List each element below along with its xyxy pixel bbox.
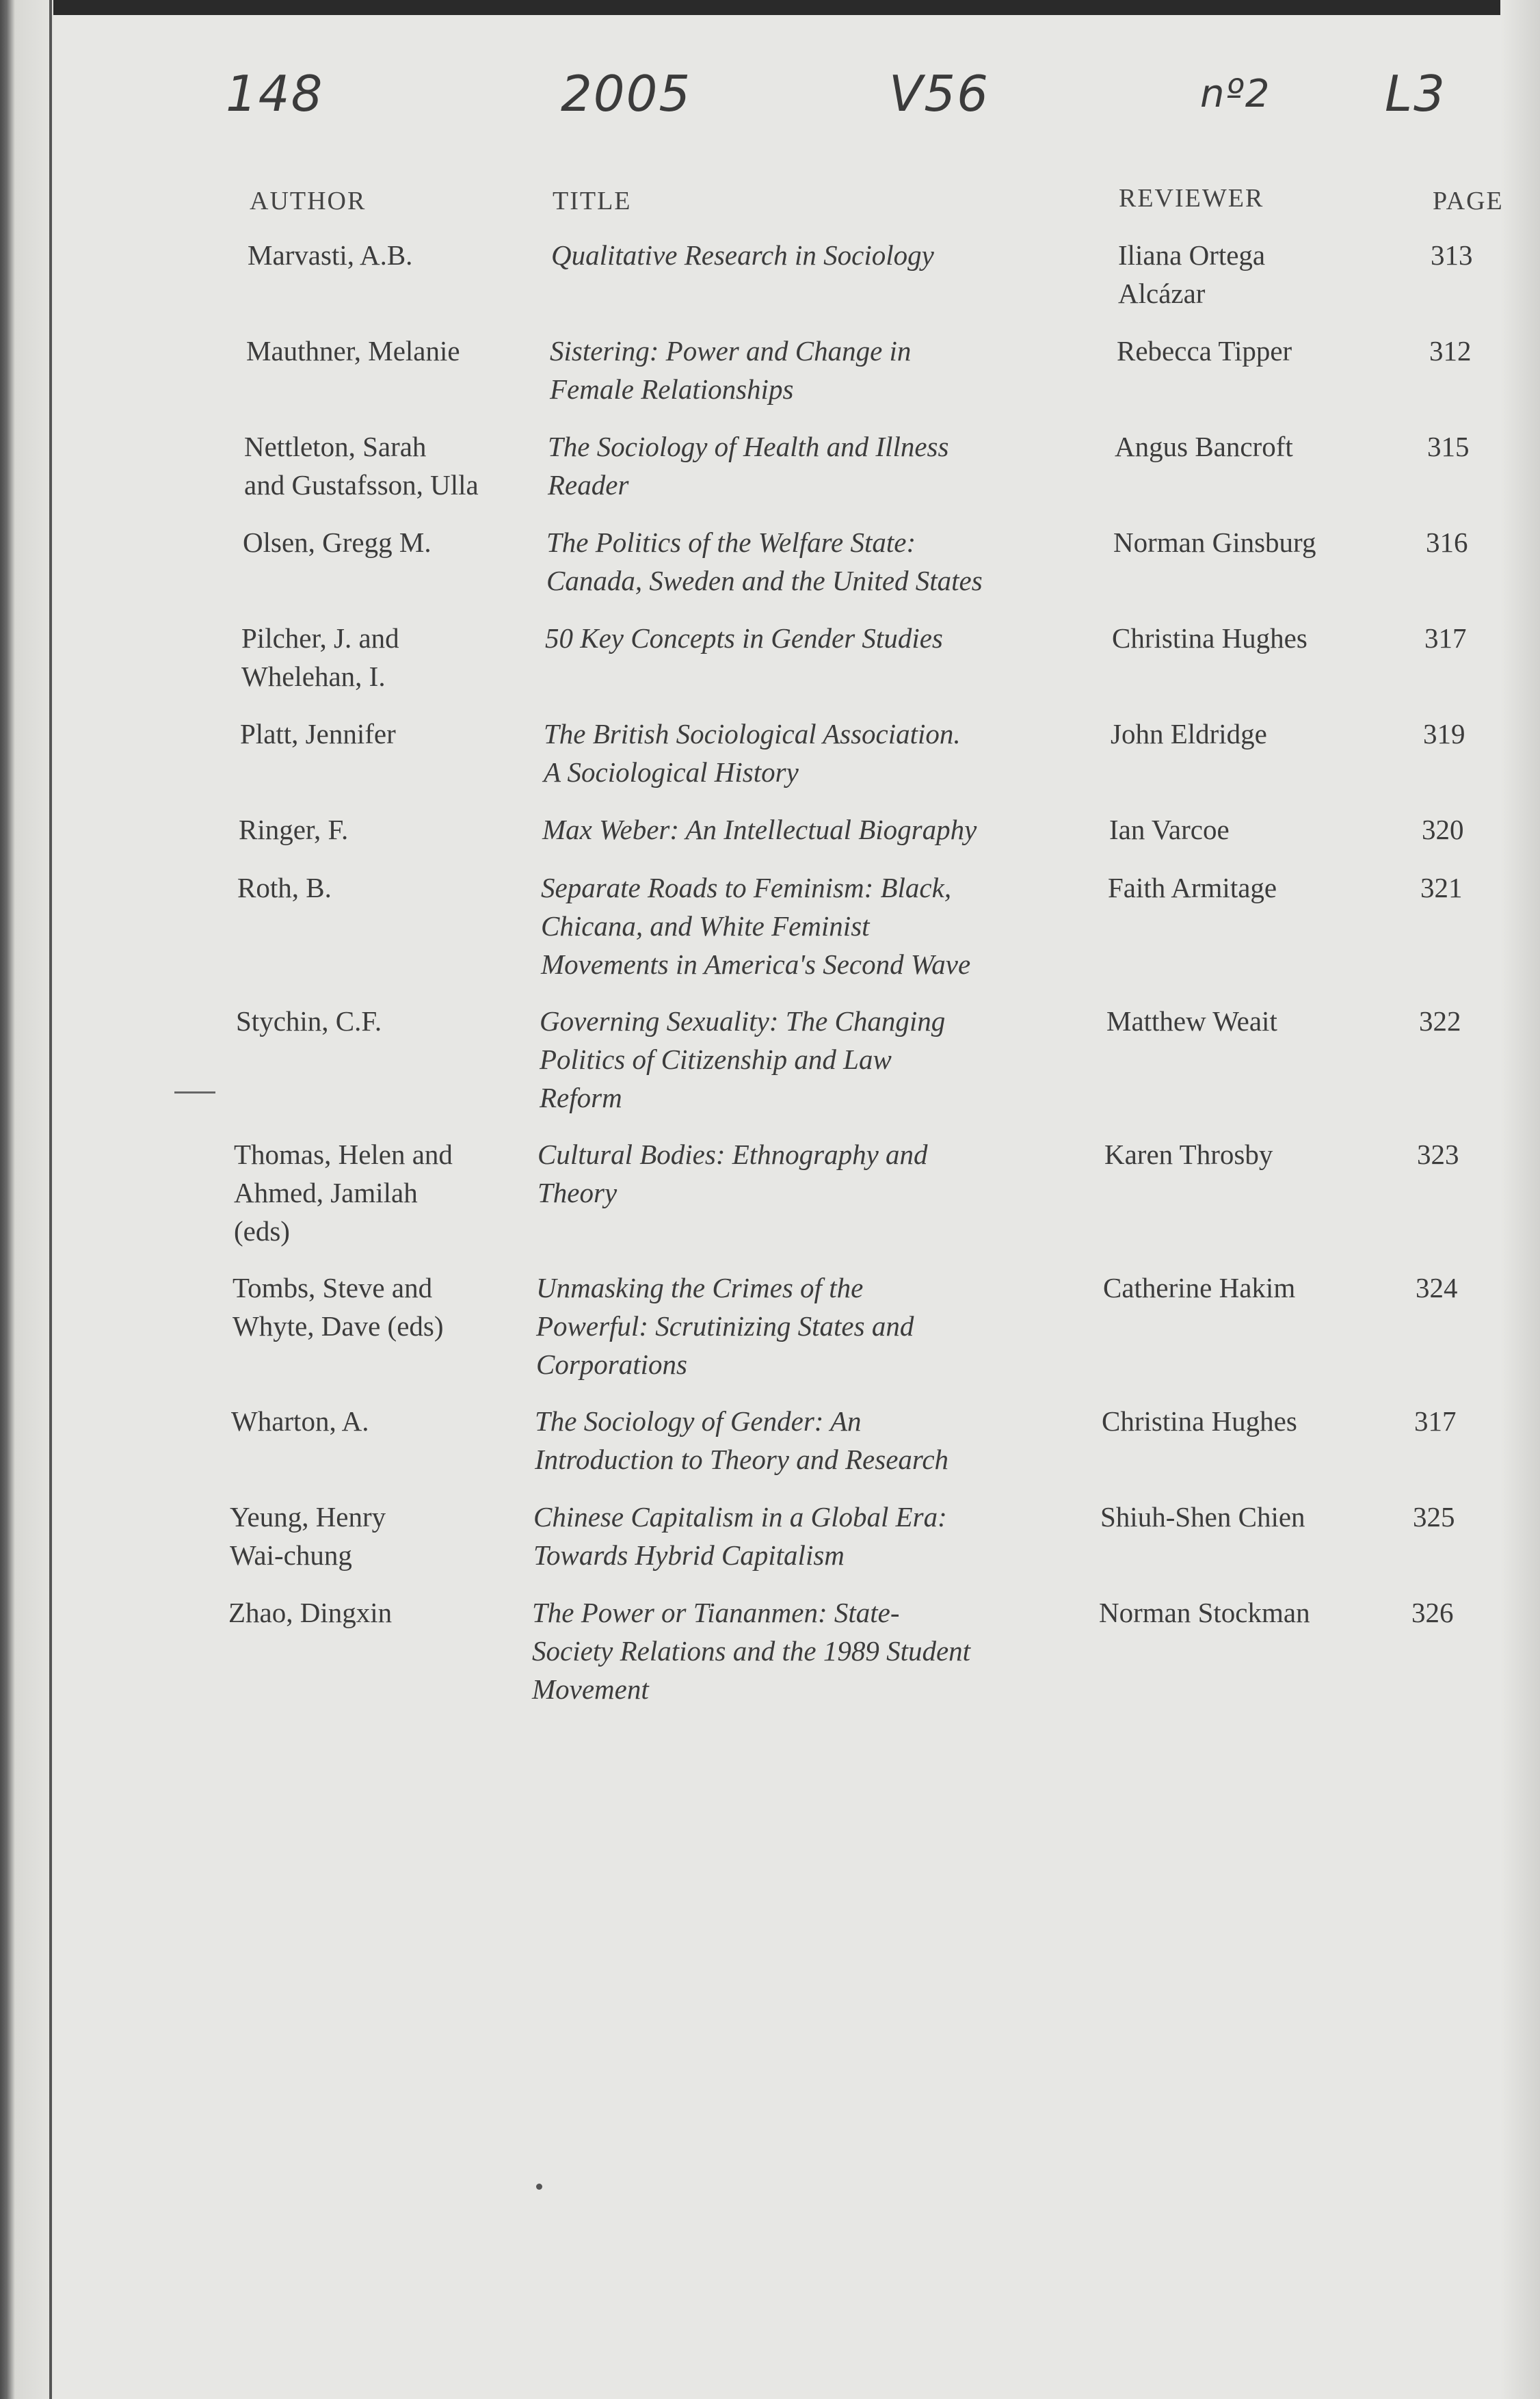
cell-title-line: Politics of Citizenship and Law <box>540 1044 892 1075</box>
cell-author <box>239 810 533 849</box>
cell-reviewer-line: Shiuh-Shen Chien <box>1100 1501 1305 1533</box>
cell-author <box>231 1402 525 1440</box>
binding-line <box>49 0 52 2399</box>
cell-reviewer <box>1113 523 1387 561</box>
cell-title-line: The Sociology of Gender: An <box>535 1405 862 1437</box>
cell-title-line: Powerful: Scrutinizing States and <box>536 1310 914 1342</box>
cell-author <box>243 523 537 561</box>
cell-reviewer <box>1102 1402 1375 1440</box>
cell-title-line: Introduction to Theory and Research <box>535 1444 949 1475</box>
cell-author-line: Yeung, Henry <box>230 1501 386 1533</box>
cell-reviewer-line: Norman Stockman <box>1099 1597 1310 1628</box>
cell-reviewer-line: Angus Bancroft <box>1115 431 1293 462</box>
cell-title <box>535 1402 1075 1479</box>
cell-author-line: Zhao, Dingxin <box>228 1597 393 1628</box>
cell-page: 323 <box>1417 1139 1459 1170</box>
cell-page: 326 <box>1411 1597 1454 1628</box>
cell-title-line: Movement <box>532 1673 649 1705</box>
cell-author <box>237 869 531 907</box>
cell-reviewer <box>1099 1593 1372 1632</box>
header-reviewer: REVIEWER <box>1119 184 1264 213</box>
cell-page: 312 <box>1429 335 1472 367</box>
cell-title-line: Max Weber: An Intellectual Biography <box>542 814 977 845</box>
cell-page: 313 <box>1431 239 1473 271</box>
cell-author-line: Nettleton, Sarah <box>244 431 427 462</box>
cell-title-line: Towards Hybrid Capitalism <box>533 1539 845 1571</box>
book-spine-shadow <box>0 0 53 2399</box>
handwritten-note-5: L3 <box>1385 65 1446 122</box>
cell-reviewer <box>1109 810 1383 849</box>
cell-page: 325 <box>1413 1501 1455 1533</box>
cell-title-line: Separate Roads to Feminism: Black, <box>541 872 952 903</box>
cell-title <box>537 1135 1078 1212</box>
cell-title-line: Reader <box>548 469 629 501</box>
cell-reviewer-line: Alcázar <box>1118 278 1206 309</box>
cell-author-line: Wai-chung <box>230 1539 352 1571</box>
cell-title-line: Unmasking the Crimes of the <box>536 1272 864 1303</box>
cell-author-line: Whyte, Dave (eds) <box>233 1310 444 1342</box>
cell-author-line: (eds) <box>234 1215 290 1247</box>
cell-author-line: Thomas, Helen and <box>234 1139 453 1170</box>
cell-title-line: Society Relations and the 1989 Student <box>532 1635 971 1667</box>
header-author: AUTHOR <box>250 187 367 215</box>
header-title: TITLE <box>553 187 632 215</box>
cell-reviewer-line: Ian Varcoe <box>1109 814 1230 845</box>
cell-title-line: Corporations <box>536 1349 687 1380</box>
cell-reviewer-line: Christina Hughes <box>1102 1405 1297 1437</box>
cell-author <box>236 1002 530 1040</box>
cell-title <box>536 1269 1076 1383</box>
cell-author-line: Tombs, Steve and <box>233 1272 433 1303</box>
cell-title <box>544 715 1084 791</box>
cell-title-line: The British Sociological Association. <box>544 718 961 750</box>
cell-reviewer-line: John Eldridge <box>1111 718 1267 750</box>
cell-reviewer-line: Rebecca Tipper <box>1117 335 1292 367</box>
cell-reviewer-line: Matthew Weait <box>1106 1005 1277 1037</box>
cell-title-line: Movements in America's Second Wave <box>541 949 971 980</box>
cell-author <box>228 1593 522 1632</box>
cell-reviewer <box>1103 1269 1377 1307</box>
cell-title-line: Cultural Bodies: Ethnography and <box>537 1139 928 1170</box>
cell-reviewer <box>1108 869 1381 907</box>
cell-author <box>233 1269 527 1345</box>
cell-title-line: The Politics of the Welfare State: <box>546 527 916 558</box>
cell-author <box>248 236 542 274</box>
handwritten-note-1: 148 <box>226 65 324 122</box>
cell-author-line: Mauthner, Melanie <box>246 335 460 367</box>
cell-title <box>532 1593 1072 1708</box>
cell-reviewer <box>1100 1498 1374 1536</box>
cell-author <box>241 619 535 695</box>
cell-reviewer-line: Christina Hughes <box>1112 622 1307 654</box>
cell-title <box>540 1002 1080 1117</box>
cell-author-line: Stychin, C.F. <box>236 1005 382 1037</box>
cell-title-line: Qualitative Research in Sociology <box>551 239 934 271</box>
cell-author-line: Olsen, Gregg M. <box>243 527 432 558</box>
cell-title <box>550 332 1090 408</box>
cell-title-line: Reform <box>540 1082 622 1113</box>
scan-top-edge <box>0 0 1540 15</box>
stray-dot <box>536 2184 542 2190</box>
cell-title-line: A Sociological History <box>544 756 799 788</box>
cell-reviewer <box>1118 236 1392 313</box>
margin-dash <box>174 1091 215 1094</box>
cell-reviewer <box>1117 332 1390 370</box>
cell-title <box>548 427 1088 504</box>
cell-title-line: Canada, Sweden and the United States <box>546 565 983 596</box>
cell-title-line: Chinese Capitalism in a Global Era: <box>533 1501 947 1533</box>
cell-title <box>546 523 1087 600</box>
cell-author-line: Roth, B. <box>237 872 332 903</box>
cell-reviewer <box>1115 427 1388 466</box>
cell-author <box>230 1498 524 1574</box>
header-page: PAGE <box>1433 187 1504 215</box>
cell-title <box>533 1498 1074 1574</box>
cell-author <box>244 427 538 504</box>
cell-reviewer <box>1111 715 1384 753</box>
cell-author-line: Ringer, F. <box>239 814 349 845</box>
cell-author-line: Pilcher, J. and <box>241 622 399 654</box>
cell-reviewer <box>1112 619 1385 657</box>
cell-page: 316 <box>1426 527 1468 558</box>
cell-author <box>234 1135 528 1250</box>
cell-reviewer-line: Faith Armitage <box>1108 872 1277 903</box>
handwritten-note-2: 2005 <box>561 65 692 122</box>
cell-author-line: and Gustafsson, Ulla <box>244 469 479 501</box>
cell-title <box>542 810 1083 849</box>
cell-author-line: Ahmed, Jamilah <box>234 1177 418 1208</box>
cell-reviewer-line: Catherine Hakim <box>1103 1272 1296 1303</box>
cell-title-line: The Power or Tiananmen: State- <box>532 1597 900 1628</box>
cell-reviewer-line: Iliana Ortega <box>1118 239 1266 271</box>
cell-title-line: Theory <box>537 1177 618 1208</box>
cell-author-line: Platt, Jennifer <box>240 718 396 750</box>
handwritten-note-3: V56 <box>889 65 990 122</box>
cell-title-line: The Sociology of Health and Illness <box>548 431 949 462</box>
cell-page: 324 <box>1416 1272 1458 1303</box>
cell-reviewer <box>1104 1135 1378 1174</box>
cell-page: 319 <box>1423 718 1465 750</box>
cell-title-line: Chicana, and White Feminist <box>541 910 870 942</box>
cell-page: 322 <box>1419 1005 1461 1037</box>
cell-page: 321 <box>1420 872 1463 903</box>
handwritten-note-4: nº2 <box>1200 72 1271 116</box>
cell-reviewer-line: Norman Ginsburg <box>1113 527 1316 558</box>
cell-title <box>545 619 1085 657</box>
cell-reviewer-line: Karen Throsby <box>1104 1139 1273 1170</box>
cell-page: 317 <box>1424 622 1467 654</box>
cell-title-line: 50 Key Concepts in Gender Studies <box>545 622 943 654</box>
cell-title-line: Female Relationships <box>550 373 794 405</box>
cell-reviewer <box>1106 1002 1380 1040</box>
cell-title-line: Sistering: Power and Change in <box>550 335 912 367</box>
cell-author-line: Whelehan, I. <box>241 661 386 692</box>
cell-author-line: Marvasti, A.B. <box>248 239 413 271</box>
cell-title <box>541 869 1081 983</box>
cell-page: 315 <box>1427 431 1470 462</box>
cell-title <box>551 236 1091 274</box>
cell-title-line: Governing Sexuality: The Changing <box>540 1005 946 1037</box>
cell-author-line: Wharton, A. <box>231 1405 369 1437</box>
cell-author <box>246 332 540 370</box>
cell-page: 320 <box>1422 814 1464 845</box>
cell-author <box>240 715 534 753</box>
cell-page: 317 <box>1414 1405 1457 1437</box>
